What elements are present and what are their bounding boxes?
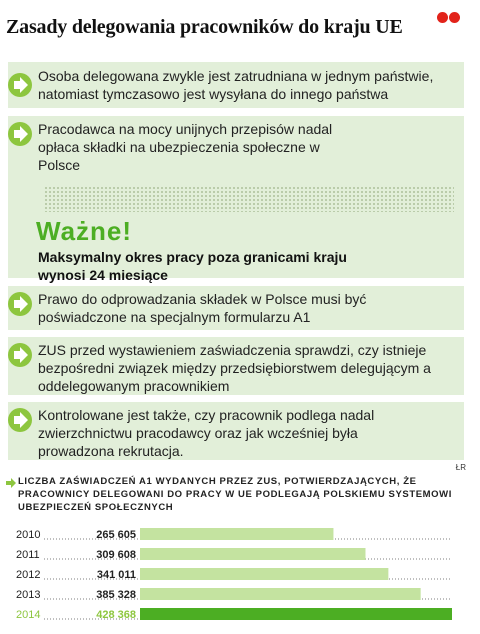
arrow-right-icon	[8, 343, 32, 367]
page-title: Zasady delegowania pracowników do kraju UE	[6, 16, 403, 38]
bar-2012	[140, 568, 388, 580]
category-label: 2012	[16, 569, 41, 581]
arrow-right-icon	[8, 73, 32, 97]
value-label: 309 608	[96, 549, 136, 561]
info-box-2	[8, 116, 464, 283]
important-text: Maksymalny okres pracy poza granicami kraju wynosi 24 miesiące	[38, 249, 347, 283]
value-label: 265 605	[96, 529, 136, 541]
info-text-2: Pracodawca na mocy unijnych przepisów nadal opłaca składki na ubezpieczenia społeczne w Polsce	[38, 121, 333, 173]
value-label: 428 368	[96, 609, 136, 620]
info-box-1	[8, 62, 464, 108]
arrow-right-icon	[8, 408, 32, 432]
dotted-divider	[44, 186, 454, 212]
info-text-1: Osoba delegowana zwykle jest zatrudniana w jednym państwie, natomiast tymczasowo jest wysyłana do innego państwa	[38, 68, 434, 102]
info-box-3	[8, 286, 464, 330]
value-label: 385 328	[96, 589, 136, 601]
bar-2013	[140, 588, 421, 600]
arrow-right-icon	[8, 292, 32, 316]
logo-icon	[437, 12, 460, 23]
category-label: 2014	[16, 609, 41, 620]
bar-2011	[140, 548, 366, 560]
category-label: 2013	[16, 589, 41, 601]
value-label: 341 011	[96, 569, 136, 581]
info-box-4	[8, 337, 464, 395]
chart-title: LICZBA ZAŚWIADCZEŃ A1 WYDANYCH PRZEZ ZUS, POTWIERDZAJĄCYCH, ŻE PRACOWNICY DELEGOWANI DO PRACY W UE PODLEGAJĄ POLSKIEMU SYSTEMOWI UBEZPIECZEŃ SPOŁECZNYCH	[18, 476, 452, 513]
arrow-right-icon	[8, 122, 32, 146]
important-heading: Ważne!	[36, 216, 133, 246]
info-text-3: Prawo do odprowadzania składek w Polsce musi być poświadczone na specjalnym formularzu A1	[38, 291, 367, 325]
info-text-5: Kontrolowane jest także, czy pracownik podlega nadal zwierzchnictwu pracodawcy oraz jak wcześniej była prowadzona rekrutacja.	[38, 407, 375, 459]
arrow-right-icon	[6, 478, 16, 488]
category-label: 2011	[16, 549, 40, 561]
bar-chart	[0, 520, 480, 620]
source-label: ŁR	[455, 463, 466, 472]
category-label: 2010	[16, 529, 41, 541]
bar-2010	[140, 528, 333, 540]
info-text-4: ZUS przed wystawieniem zaświadczenia sprawdzi, czy istnieje bezpośredni związek między przedsiębiorstwem delegującym a oddelegowanym pracownikiem	[38, 342, 431, 394]
info-box-5	[8, 402, 464, 460]
bar-2014	[140, 608, 452, 620]
